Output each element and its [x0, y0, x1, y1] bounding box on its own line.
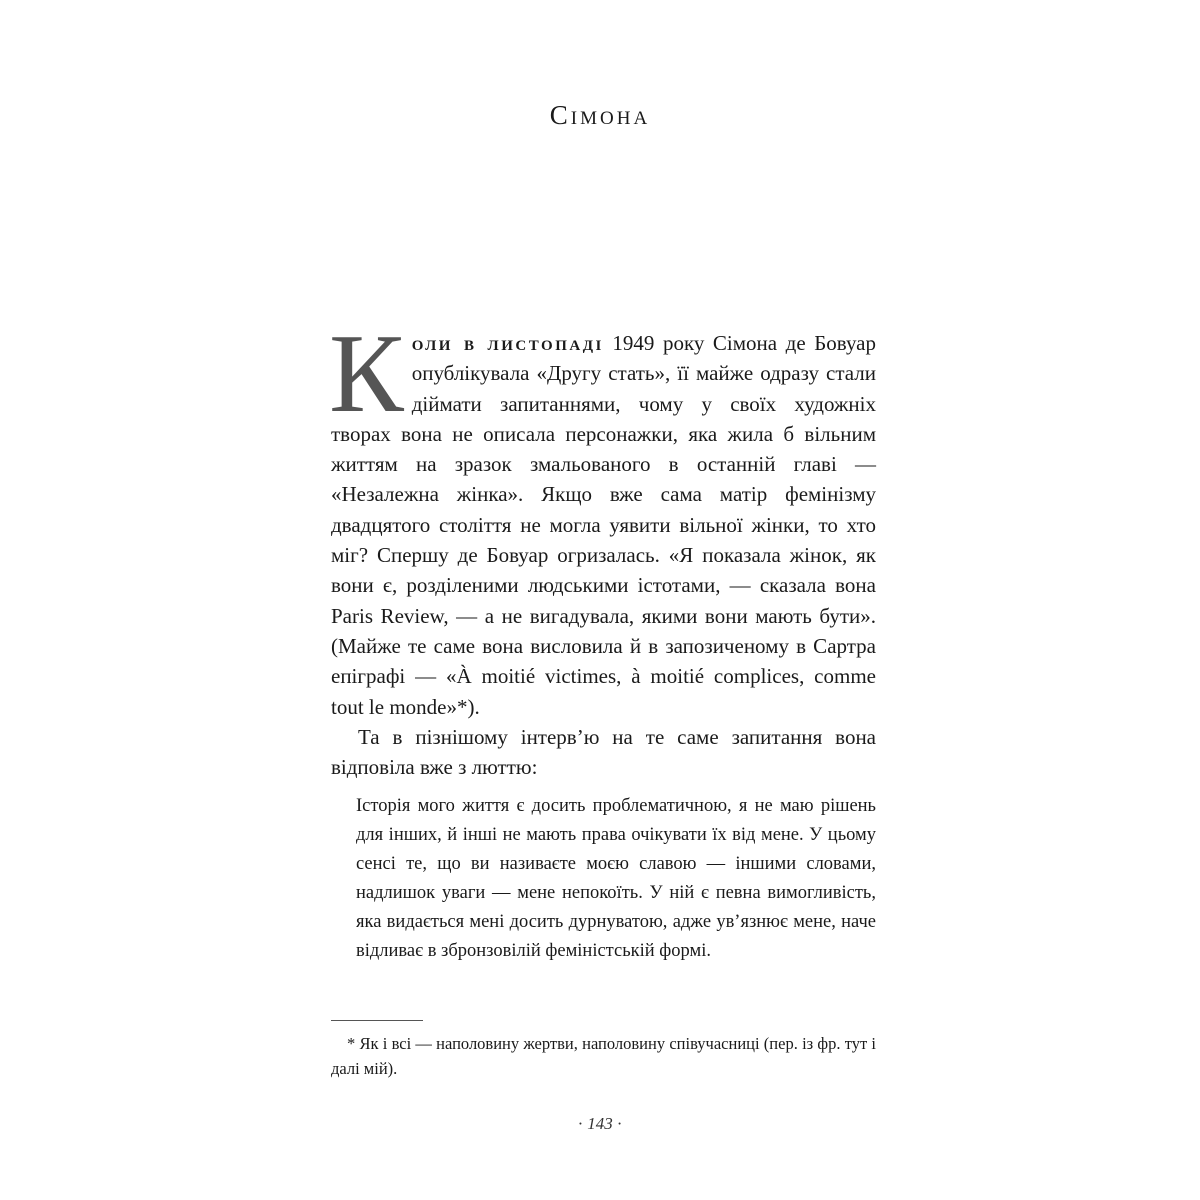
- lead-in-text: оли в листопаді: [411, 331, 604, 355]
- drop-cap: К: [329, 312, 404, 436]
- page-number-right-dot: ·: [616, 1114, 623, 1133]
- chapter-title: Сімона: [549, 100, 651, 130]
- footnote-divider: [331, 1020, 423, 1021]
- first-paragraph-text: 1949 року Сімона де Бовуар опублікувала «Другу стать», її майже одразу стали діймати запитаннями, чому у своїх художніх творах вона не описала персонажки, яка жила б вільним життям на зразок змальованого в останній главі — «Незалежна жінка». Якщо вже сама матір фемінізму двадцятого століття не могла уявити вільної жінки, то хто міг? Спершу де Бовуар огризалась. «Я показала жінок, як вони є, розділеними людськими істотами, — сказала вона Paris Review, — а не вигадувала, якими вони мають бути». (Майже те саме вона висловила й в запозиченому в Сартра епіграфі — «À moitié victimes, à moitié complices, comme tout le monde»*).: [331, 331, 876, 719]
- first-paragraph: [329, 312, 876, 722]
- page-number-left-dot: ·: [577, 1114, 584, 1133]
- footnote: * Як і всі — наполовину жертви, наполовину співучасниці (пер. із фр. тут і далі мій).: [331, 1034, 876, 1078]
- block-quote: Історія мого життя є досить проблематичною, я не маю рішень для інших, й інші не мають права очікувати їх від мене. У цьому сенсі те, що ви називаєте моєю славою — іншими словами, надлишок уваги — мене непокоїть. У ній є певна вимогливість, яка видається мені досить дурнуватою, адже ув’язнює мене, наче відливає в збронзовілій феміністській формі.: [356, 796, 876, 961]
- page-number: [0, 1114, 1200, 1134]
- page-number-value: 143: [587, 1114, 613, 1133]
- second-paragraph: Та в пізнішому інтерв’ю на те саме запитання вона відповіла вже з люттю:: [331, 724, 876, 780]
- main-text: [329, 312, 876, 782]
